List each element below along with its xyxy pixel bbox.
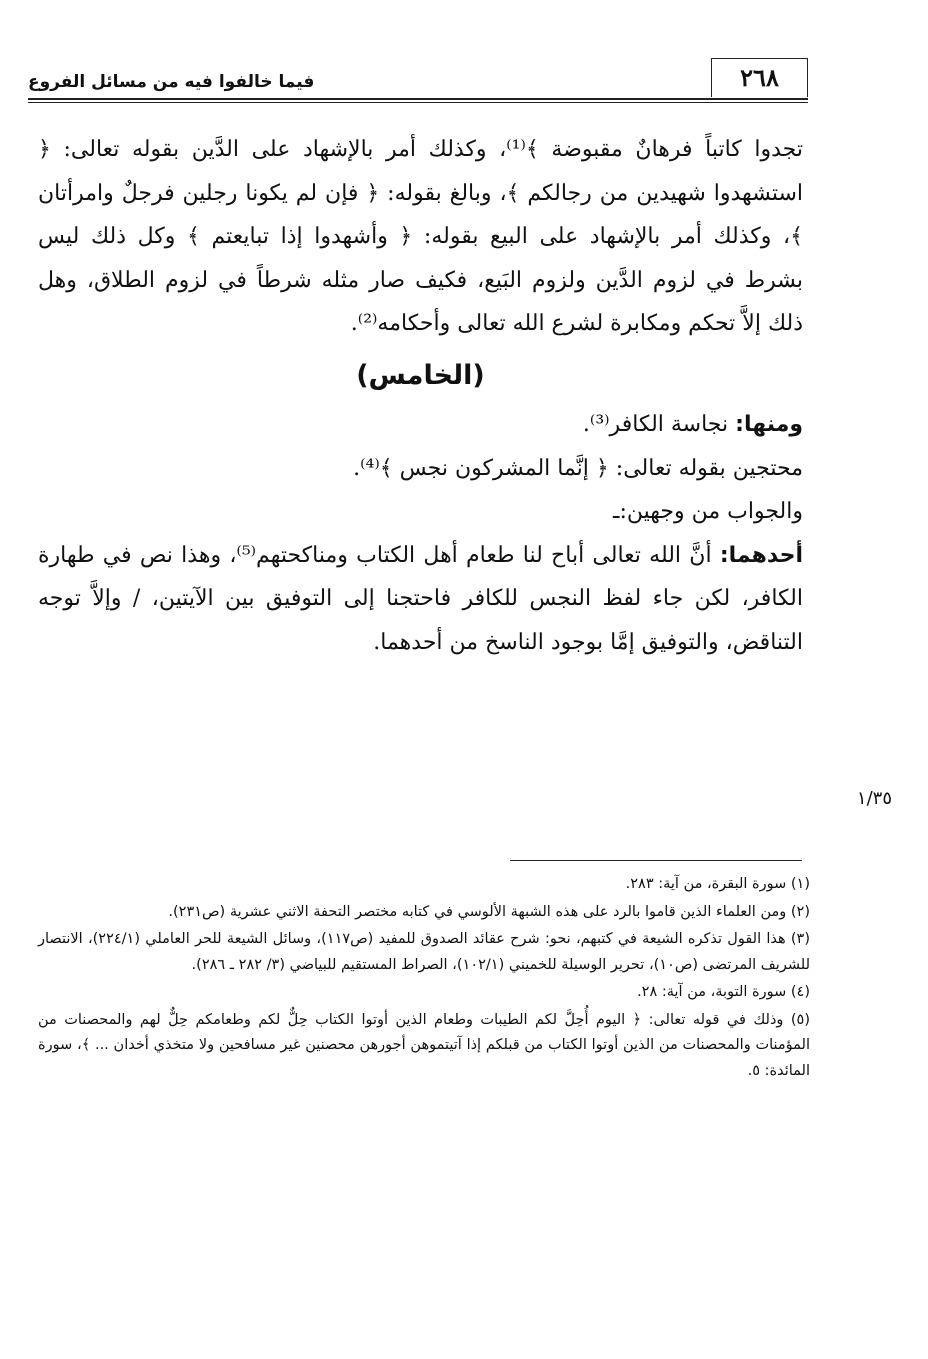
footnote-5: (٥) وذلك في قوله تعالى: ﴿ اليوم أُحِلَّ لكم الطيبات وطعام الذين أوتوا الكتاب حِلٌّ لكم وطعامكم حِلٌّ لهم والمحصنات من المؤمنات والمحصنات من الذين أوتوا الكتاب من قبلكم إذا آتيتموهن أجورهن محصنين غير مسافحين ولا متخذي أخدان ... ﴾، سورة المائدة: ٥. (38, 1011, 810, 1079)
paragraph-2-lead: ومنها: (735, 412, 803, 437)
header-rule (28, 98, 808, 100)
page-header (28, 58, 808, 110)
paragraph-3: محتجين بقوله تعالى: ﴿ إنَّما المشركون نجس ﴾⁽⁴⁾. (353, 455, 803, 481)
footnotes (38, 872, 810, 1086)
paragraph-2-text: نجاسة الكافر⁽³⁾. (582, 412, 729, 437)
footnote-2: (٢) ومن العلماء الذين قاموا بالرد على هذه الشبهة الألوسي في كتابه مختصر التحفة الاثني عشرية (ص٢٣١). (168, 903, 810, 920)
section-heading: (الخامس) (356, 359, 485, 391)
paragraph-1: تجدوا كاتباً فرهانٌ مقبوضة ﴾⁽¹⁾، وكذلك أمر بالإشهاد على الدَّين بقوله تعالى: ﴿ استشهدوا شهيدين من رجالكم ﴾، وبالغ بقوله: ﴿ فإن لم يكونا رجلين فرجلٌ وامرأتان ﴾، وكذلك أمر بالإشهاد على البيع بقوله: ﴿ وأشهدوا إذا تبايعتم ﴾ وكل ذلك ليس بشرط في لزوم الدَّين ولزوم البَيع، فكيف صار مثله شرطاً في لزوم الطلاق، وهل ذلك إلاَّ تحكم ومكابرة لشرع الله تعالى وأحكامه⁽²⁾. (38, 137, 804, 336)
paragraph-5-lead: أحدهما: (719, 542, 803, 568)
running-title: فيما خالفوا فيه من مسائل الفروع (28, 72, 315, 92)
paragraph-2 (38, 403, 803, 447)
main-text (38, 128, 803, 664)
paragraph-5 (38, 534, 803, 665)
header-rule-thin (28, 102, 808, 103)
footnote-separator (510, 860, 802, 861)
footnote-4: (٤) سورة التوبة، من آية: ٢٨. (637, 984, 810, 1000)
paragraph-5-text: أنَّ الله تعالى أباح لنا طعام أهل الكتاب ومناكحتهم⁽⁵⁾، وهذا نص في طهارة الكافر، لكن جاء لفظ النجس للكافر فاحتجنا إلى التوفيق بين الآيتين، / وإلاَّ توجه التناقض، والتوفيق إمَّا بوجود الناسخ من أحدهما. (38, 542, 803, 655)
margin-reference: ١/٣٥ (856, 788, 892, 809)
footnote-3: (٣) هذا القول تذكره الشيعة في كتبهم، نحو: شرح عقائد الصدوق للمفيد (ص١١٧)، وسائل الشيعة للحر العاملي (٢٢٤/١)، الانتصار للشريف المرتضى (ص١٠)، تحرير الوسيلة للخميني (١٠٢/١)، الصراط المستقيم للبياضي (٣/ ٢٨٢ ـ ٢٨٦). (38, 931, 811, 973)
footnote-1: (١) سورة البقرة، من آية: ٢٨٣. (625, 876, 810, 892)
paragraph-4: والجواب من وجهين:ـ (613, 499, 803, 524)
page-number: ٢٦٨ (711, 58, 808, 97)
